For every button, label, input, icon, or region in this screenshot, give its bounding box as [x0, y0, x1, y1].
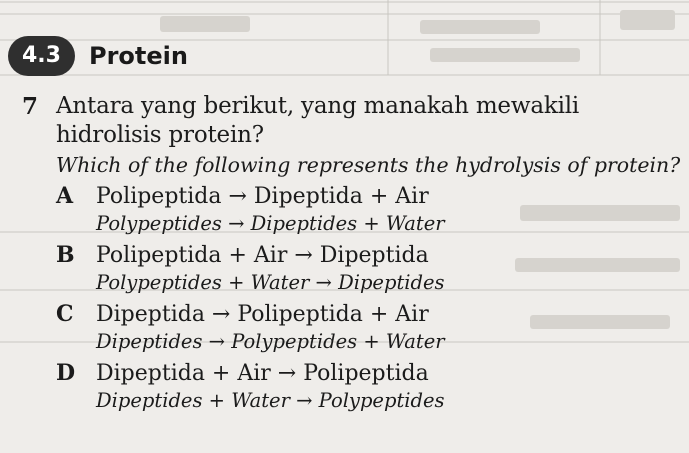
- option-text-malay: Polipeptida + Air → Dipeptida: [96, 243, 429, 268]
- question-text-english: Which of the following represents the hydrolysis of protein?: [56, 153, 681, 177]
- option-text-english: Polypeptides + Water → Dipeptides: [96, 271, 445, 294]
- option-letter: C: [56, 301, 74, 327]
- option-letter: A: [56, 183, 74, 209]
- section-title: Protein: [88, 42, 188, 70]
- question-text-malay: Antara yang berikut, yang manakah mewakili hidrolisis protein?: [56, 93, 580, 148]
- question-block: [22, 92, 682, 418]
- option-letter: B: [56, 242, 75, 268]
- answer-options: [56, 182, 682, 414]
- question-number: 7: [22, 93, 39, 120]
- option-text-english: Polypeptides → Dipeptides + Water: [96, 212, 445, 235]
- option-text-malay: Dipeptida → Polipeptida + Air: [96, 302, 429, 327]
- section-header: [8, 36, 188, 76]
- option-text-english: Dipeptides + Water → Polypeptides: [96, 389, 445, 412]
- option-text-malay: Polipeptida → Dipeptida + Air: [96, 184, 429, 209]
- section-number-badge: 4.3: [8, 36, 75, 76]
- option-d[interactable]: [56, 359, 682, 414]
- option-text-english: Dipeptides → Polypeptides + Water: [96, 330, 445, 353]
- option-c[interactable]: [56, 300, 682, 355]
- option-b[interactable]: [56, 241, 682, 296]
- option-letter: D: [56, 360, 76, 386]
- option-a[interactable]: [56, 182, 682, 237]
- option-text-malay: Dipeptida + Air → Polipeptida: [96, 361, 429, 386]
